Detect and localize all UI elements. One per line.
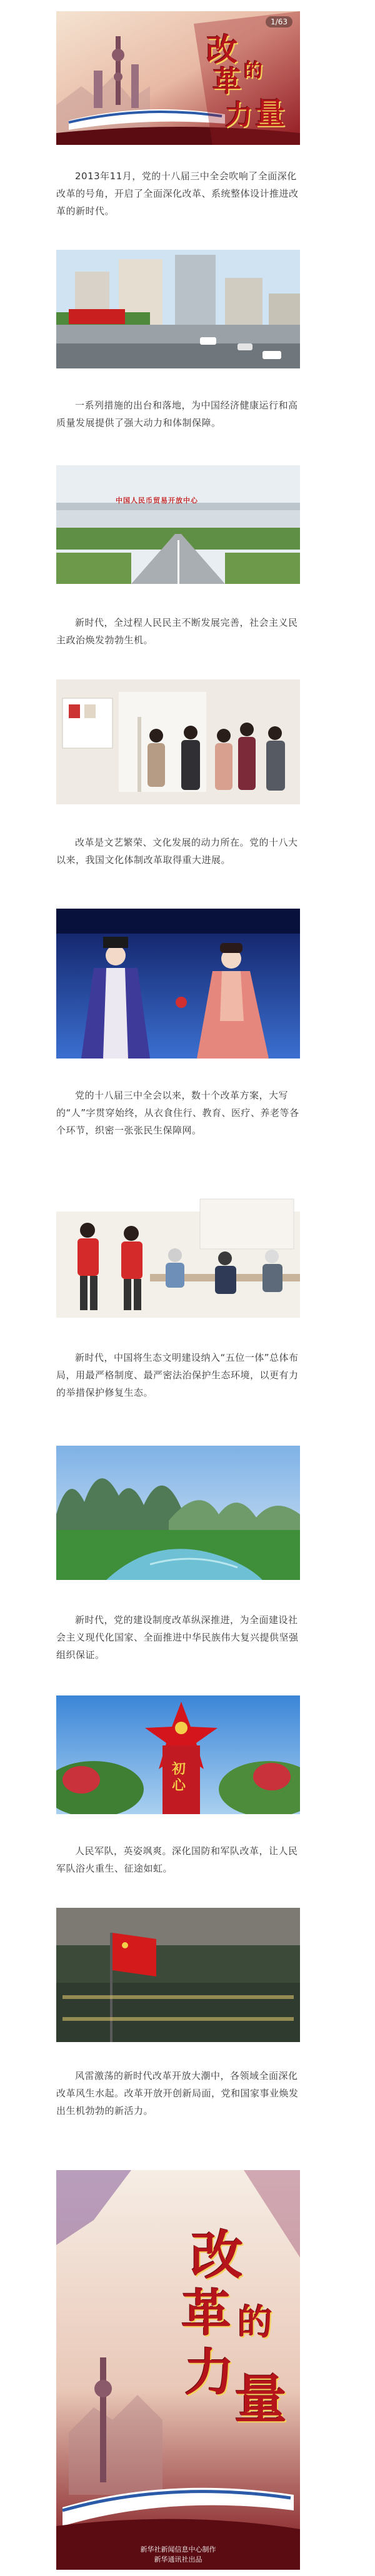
elderly-care-image [56, 1187, 300, 1318]
poster-title-char-4: 力 [184, 2343, 234, 2402]
photo-city-street [56, 250, 300, 368]
karst-landscape-image [56, 1446, 300, 1580]
poster-credit-producer: 新华社新闻信息中心制作 [140, 2545, 216, 2554]
paragraph-7: 新时代，党的建设制度改革纵深推进，为全面建设社会主义现代化国家、全面推进中华民族伟大复兴提供坚强组织保证。 [56, 1614, 299, 1661]
poster-credit-publisher: 新华通讯社出品 [154, 2555, 202, 2564]
cover-image [56, 11, 300, 145]
street-banner-text: 中国人民币贸易开放中心 [116, 496, 198, 505]
cover-title-char-2: 革 [212, 64, 241, 98]
photo-karst-landscape [56, 1446, 300, 1580]
photo-military-parade [56, 1908, 300, 2042]
paragraph-4: 改革是文艺繁荣、文化发展的动力所在。党的十八大以来，我国文化体制改革取得重大进展。 [56, 837, 298, 866]
photo-elderly-care [56, 1187, 300, 1318]
paragraph-2: 一系列措施的出台和落地，为中国经济健康运行和高质量发展提供了强大动力和体制保障。 [56, 400, 298, 428]
paragraph-6: 新时代，中国将生态文明建设纳入“五位一体”总体布局，用最严格制度、最严密法治保护生态环境，以更有力的举措保护修复生态。 [56, 1352, 299, 1398]
photo-party-emblem-sign [56, 1695, 300, 1814]
paragraph-3: 新时代，全过程人民民主不断发展完善，社会主义民主政治焕发勃勃生机。 [56, 617, 298, 646]
page-indicator: 1/63 [266, 16, 292, 27]
cover-title-char-1: 改 [206, 31, 238, 68]
cover-title-char-3: 的 [244, 60, 262, 82]
photo-community-meeting [56, 679, 300, 804]
city-street-image [56, 250, 300, 368]
poster-title-char-1: 改 [191, 2224, 244, 2286]
photo-opera-performance [56, 909, 300, 1059]
paragraph-1: 2013年11月，党的十八届三中全会吹响了全面深化改革的号角，开启了全面深化改革、系统整体设计推进改革的新时代。 [56, 170, 299, 217]
cover-title-char-5: 量 [255, 96, 286, 131]
paragraph-8: 人民军队，英姿飒爽。深化国防和军队改革，让人民军队浴火重生、征途如虹。 [56, 1845, 298, 1874]
party-emblem-sign-image [56, 1695, 300, 1814]
paragraph-5: 党的十八届三中全会以来，数十个改革方案，大写的“人”字贯穿始终，从衣食住行、教育、医疗、养老等各个环节，织密一张张民生保障网。 [56, 1090, 299, 1136]
community-meeting-image [56, 679, 300, 804]
closing-poster [56, 2170, 300, 2570]
park-gate-image [56, 465, 300, 584]
paragraph-9: 风雷激荡的新时代改革开放大潮中，各领域全面深化改革风生水起。改革开放开创新局面，党和国家事业焕发出生机勃勃的新活力。 [56, 2070, 299, 2116]
poster-title-char-5: 量 [234, 2368, 288, 2430]
opera-performance-image [56, 909, 300, 1059]
military-parade-image [56, 1908, 300, 2042]
poster-title-char-2: 革 [181, 2284, 231, 2342]
party-sign-text: 初心 [172, 1761, 186, 1794]
photo-park-gate [56, 465, 300, 584]
cover-title-char-4: 力 [225, 99, 252, 131]
poster-title-char-3: 的 [238, 2302, 272, 2343]
